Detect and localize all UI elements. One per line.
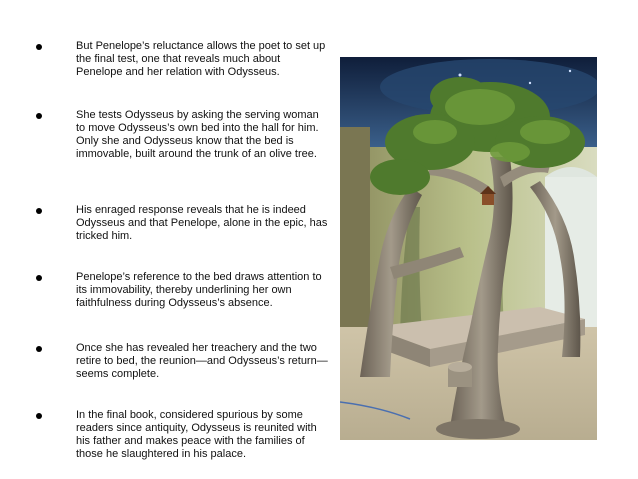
bullet-icon [36,275,42,281]
bullet-icon [36,413,42,419]
bullet-text: But Penelope’s reluctance allows the poet to set up the final test, one that reveals much about Penelope and her relation with Odysseus. [76,40,326,78]
bullet-icon [36,346,42,352]
bullet-text: She tests Odysseus by asking the serving woman to move Odysseus’s own bed into the hall for him. Only she and Odysseus know that the bed is immovable, built around the trunk of an olive tree. [76,109,319,160]
tree-bed-photo [340,57,597,440]
bullet-icon [36,44,42,50]
bullet-icon [36,113,42,119]
bullet-icon [36,208,42,214]
bullet-text: In the final book, considered spurious by some readers since antiquity, Odysseus is reunited with his father and makes peace with the families of those he slaughtered in his palace. [76,409,317,460]
bullet-text: Once she has revealed her treachery and the two retire to bed, the reunion—and Odysseus’s return—seems complete. [76,342,328,380]
bullet-text: His enraged response reveals that he is indeed Odysseus and that Penelope, alone in the epic, has tricked him. [76,204,328,242]
bullet-text: Penelope’s reference to the bed draws attention to its immovability, thereby underlining her own faithfulness during Odysseus’s absence. [76,271,322,309]
